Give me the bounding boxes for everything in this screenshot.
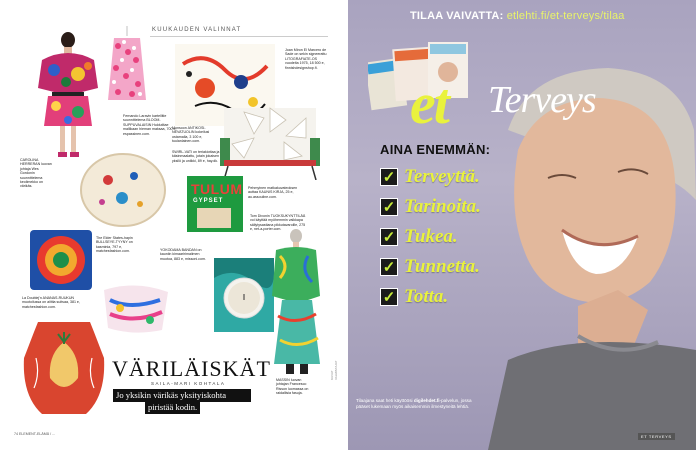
caption-ananas: La Doublej'n ANANAS-RUUKUN muotoilussa on aiittia suitsaa, 381 e, matchesfashion.com. [22, 296, 80, 309]
byline: SAILA-MARI KOHTALA [151, 381, 226, 386]
book-title: TULUM [191, 181, 243, 197]
divider [150, 36, 328, 37]
benefit-item [380, 256, 480, 278]
checkmark-icon: ✓ [380, 288, 398, 306]
subscribe-url-link[interactable]: etlehti.fi/et-terveys/tilaa [506, 10, 625, 22]
caption-bloom-lamp: Fernando Laravin kartellitie suunnittelema BLOOM-SUPPUVALAISIN Huldutitae mallikaan hieman maksaa, 700 e, espassinen.com. [123, 114, 177, 136]
page-title: VÄRILÄISKÄT [112, 356, 271, 381]
checkmark-icon: ✓ [380, 258, 398, 276]
caption-tulum: Pehmytnen matkakuvateoksen auttaa KAUNIS KIRJA, 25 e, au.assouline.com. [248, 186, 298, 199]
caption-yokodama: YOKODAMA BANDAN on kauniin kimaaririmaiimen muotoa, 883 e, missoni.com. [160, 248, 206, 261]
caption-bullseye: The Elder States-hapin BULLSEYE-TYYNY on kasminia, 797 e, matchesfashion.com. [96, 236, 133, 254]
subscribe-label: TILAA VAIVATTA: [410, 10, 504, 22]
right-page-ad [348, 0, 696, 450]
promo-part2: -palvelun, jossa pääset lukemaan myös aikaisemmin ilmestyneitä lehtiä. [356, 398, 472, 409]
ananas-vase-image [20, 318, 108, 418]
benefit-label: Totta. [404, 286, 449, 307]
yokodama-scarf-image [100, 280, 172, 336]
caption-swirl: SWIRL-VATI on teriakiottaa ja käsinmaalattu, jotain jokaisen yksilö ja uniikki, 89 e, hay.dk. [172, 150, 220, 163]
caption-monsoon: Monsoon ANTIKOSI-NEVATUOLIN kokeilusi ostamalla, 3 100 e, tuulanlainen.com. [172, 126, 210, 144]
antikosi-chair-image [214, 98, 326, 180]
brand-badge: ET TERVEYS [638, 433, 675, 440]
checkmark-icon: ✓ [380, 168, 398, 186]
benefit-item [380, 166, 480, 188]
benefit-label: Tunnetta. [404, 256, 480, 277]
promo-part1: Tilaajana saat heti käyttöösi [356, 398, 413, 403]
benefit-label: Terveyttä. [404, 166, 480, 187]
checkmark-icon: ✓ [380, 198, 398, 216]
caption-tom-dixon: Tom Dixonin TUOKSUKYNTTILÄÄ voi käyttää myöhemmin vaikkapa säilytysastiana pikkutavaroille, 275 e, net-a-porter.com. [250, 214, 306, 232]
section-title: KUUKAUDEN VALINNAT [152, 27, 242, 33]
lead-text-line1: Jo yksikin värikäs yksityiskohta [113, 389, 251, 402]
model-carolina-image [34, 30, 100, 160]
benefit-item [380, 226, 458, 248]
lead-text-line2: piristää kodin. [145, 401, 200, 414]
promo-text [356, 398, 476, 410]
headline: AINA ENEMMÄN: [380, 142, 491, 157]
promo-digilehdet-link[interactable]: digilehdet.fi [413, 398, 440, 403]
terveys-logo: Terveys [488, 79, 596, 121]
tom-dixon-candle-image [214, 258, 274, 332]
caption-massin: MASSIN luovan johtajan Francesco Risson luomassa on raidallisia fasuja. [276, 378, 309, 396]
benefit-label: Tarinoita. [404, 196, 481, 217]
caption-miro: Joan Miron El Marcero de Sade on sekin signeerattu LITOGRAFIATE-OS vuodelta 1975, 18 500 e, finnishdesignshop.fi. [285, 48, 327, 70]
bloom-lamp-image [104, 26, 150, 106]
page-footer: 74 ELEMENT-ELÄMÄ / ... [14, 432, 56, 436]
et-logo: et [410, 71, 448, 136]
benefit-item [380, 286, 448, 308]
tulum-book-image [187, 176, 243, 232]
swirl-bowl-image [78, 150, 168, 230]
massin-model-image [268, 226, 326, 376]
subscribe-line [410, 10, 625, 22]
checkmark-icon: ✓ [380, 228, 398, 246]
bullseye-pillow-image [28, 228, 94, 292]
caption-carolina: CAROLINA HERRERAN luovan johtaja Wes Gordonin suunnittelema keolimekko on värikäs. [20, 158, 52, 189]
photo-credit: KUVAT VALMISTAJAT [330, 360, 338, 380]
benefit-item [380, 196, 481, 218]
benefit-label: Tukea. [404, 226, 458, 247]
book-subtitle: GYPSET [193, 198, 224, 204]
